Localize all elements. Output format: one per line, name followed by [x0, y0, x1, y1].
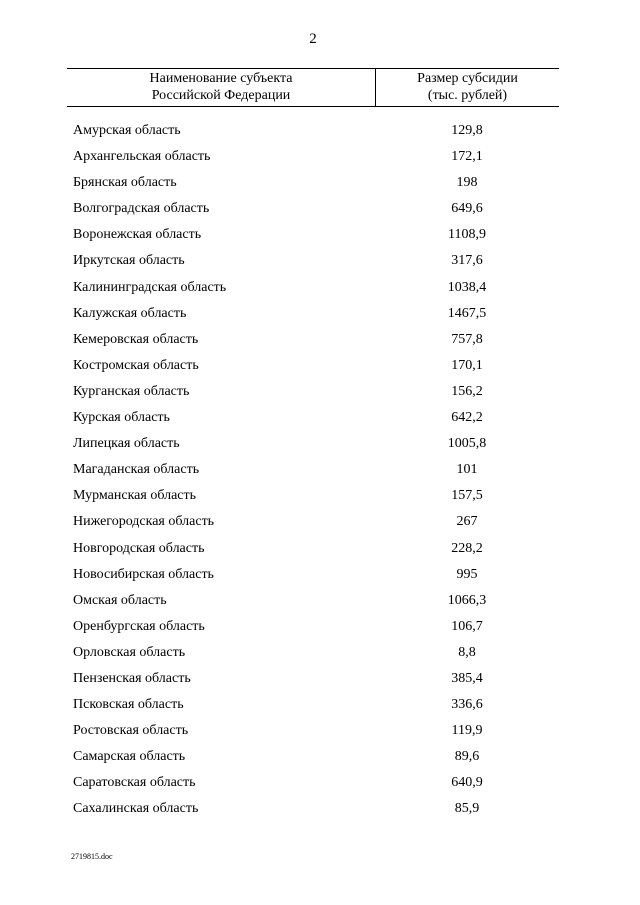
table-row	[0, 694, 640, 720]
table-row	[0, 668, 640, 694]
table-row	[0, 381, 640, 407]
table-row	[0, 538, 640, 564]
subsidy-amount: 1066,3	[447, 592, 487, 608]
region-name: Сахалинская область	[73, 801, 199, 817]
region-name: Калужская область	[73, 305, 187, 321]
subsidy-amount: 336,6	[451, 697, 483, 713]
table-row	[0, 485, 640, 511]
header-subsidy-amount-line-1: Размер субсидии	[417, 71, 518, 86]
subsidy-amount: 89,6	[454, 749, 480, 765]
region-name: Костромская область	[73, 357, 199, 373]
region-name: Саратовская область	[73, 775, 196, 791]
region-name: Брянская область	[73, 175, 177, 191]
table-row	[0, 642, 640, 668]
table-row	[0, 459, 640, 485]
subsidy-amount: 170,1	[451, 357, 483, 373]
region-name: Воронежская область	[73, 227, 202, 243]
region-name: Липецкая область	[73, 436, 180, 452]
region-name: Иркутская область	[73, 253, 185, 269]
region-name: Амурская область	[73, 123, 181, 138]
region-name: Орловская область	[73, 644, 186, 660]
table-row	[0, 277, 640, 303]
header-region-name	[67, 70, 375, 104]
region-name: Кемеровская область	[73, 331, 199, 347]
table-row	[0, 303, 640, 329]
subsidy-amount: 995	[456, 566, 478, 582]
subsidy-amount: 129,8	[451, 123, 483, 138]
subsidy-amount: 757,8	[451, 331, 483, 347]
region-name: Ростовская область	[73, 723, 189, 739]
table-row	[0, 250, 640, 276]
header-region-name-line-1: Наименование субъекта	[149, 71, 293, 86]
header-region-name-line-2: Российской Федерации	[151, 88, 291, 103]
subsidy-amount: 267	[456, 514, 478, 530]
table-row	[0, 355, 640, 381]
header-subsidy-amount-line-2: (тыс. рублей)	[427, 88, 508, 103]
table-row	[0, 772, 640, 798]
subsidy-amount: 198	[456, 175, 478, 191]
region-name: Магаданская область	[73, 462, 200, 478]
subsidy-amount: 640,9	[451, 775, 483, 791]
subsidy-amount: 157,5	[451, 488, 483, 504]
subsidy-amount: 156,2	[451, 383, 483, 399]
subsidy-amount: 106,7	[451, 618, 483, 634]
region-name: Калининградская область	[73, 279, 227, 295]
region-name: Псковская область	[73, 697, 184, 713]
region-name: Пензенская область	[73, 670, 191, 686]
subsidy-amount: 85,9	[454, 801, 480, 817]
subsidy-amount: 317,6	[451, 253, 483, 269]
table-row	[0, 590, 640, 616]
table-body	[0, 120, 640, 825]
subsidy-amount: 1038,4	[447, 279, 487, 295]
region-name: Новгородская область	[73, 540, 205, 556]
subsidy-amount: 172,1	[451, 149, 483, 165]
region-name: Омская область	[73, 592, 167, 608]
subsidy-amount: 1005,8	[447, 436, 487, 452]
table-row	[0, 224, 640, 250]
region-name: Самарская область	[73, 749, 186, 765]
table-row	[0, 172, 640, 198]
subsidy-amount: 385,4	[451, 670, 483, 686]
header-subsidy-amount	[376, 70, 559, 104]
table-row	[0, 433, 640, 459]
subsidy-amount: 101	[456, 462, 478, 478]
table-row	[0, 146, 640, 172]
subsidy-amount: 1467,5	[447, 305, 487, 321]
table-row	[0, 720, 640, 746]
subsidy-amount: 119,9	[451, 723, 483, 739]
region-name: Новосибирская область	[73, 566, 214, 582]
region-name: Оренбургская область	[73, 618, 205, 634]
region-name: Архангельская область	[73, 149, 211, 165]
subsidy-amount: 1108,9	[448, 227, 486, 243]
subsidy-amount: 642,2	[451, 410, 483, 426]
table-row	[0, 198, 640, 224]
document-code: 2719815.doc	[71, 852, 113, 861]
table-row	[0, 120, 640, 146]
subsidy-amount: 8,8	[458, 644, 476, 660]
table-row	[0, 746, 640, 772]
table-header	[67, 68, 559, 107]
page-number: 2	[309, 31, 317, 47]
subsidy-amount: 228,2	[451, 540, 483, 556]
table-row	[0, 407, 640, 433]
table-row	[0, 329, 640, 355]
region-name: Курская область	[73, 410, 170, 426]
region-name: Волгоградская область	[73, 201, 210, 217]
region-name: Курганская область	[73, 383, 190, 399]
region-name: Мурманская область	[73, 488, 197, 504]
table-row	[0, 798, 640, 824]
subsidy-amount: 649,6	[451, 201, 483, 217]
table-row	[0, 564, 640, 590]
table-row	[0, 616, 640, 642]
region-name: Нижегородская область	[73, 514, 215, 530]
table-row	[0, 511, 640, 537]
